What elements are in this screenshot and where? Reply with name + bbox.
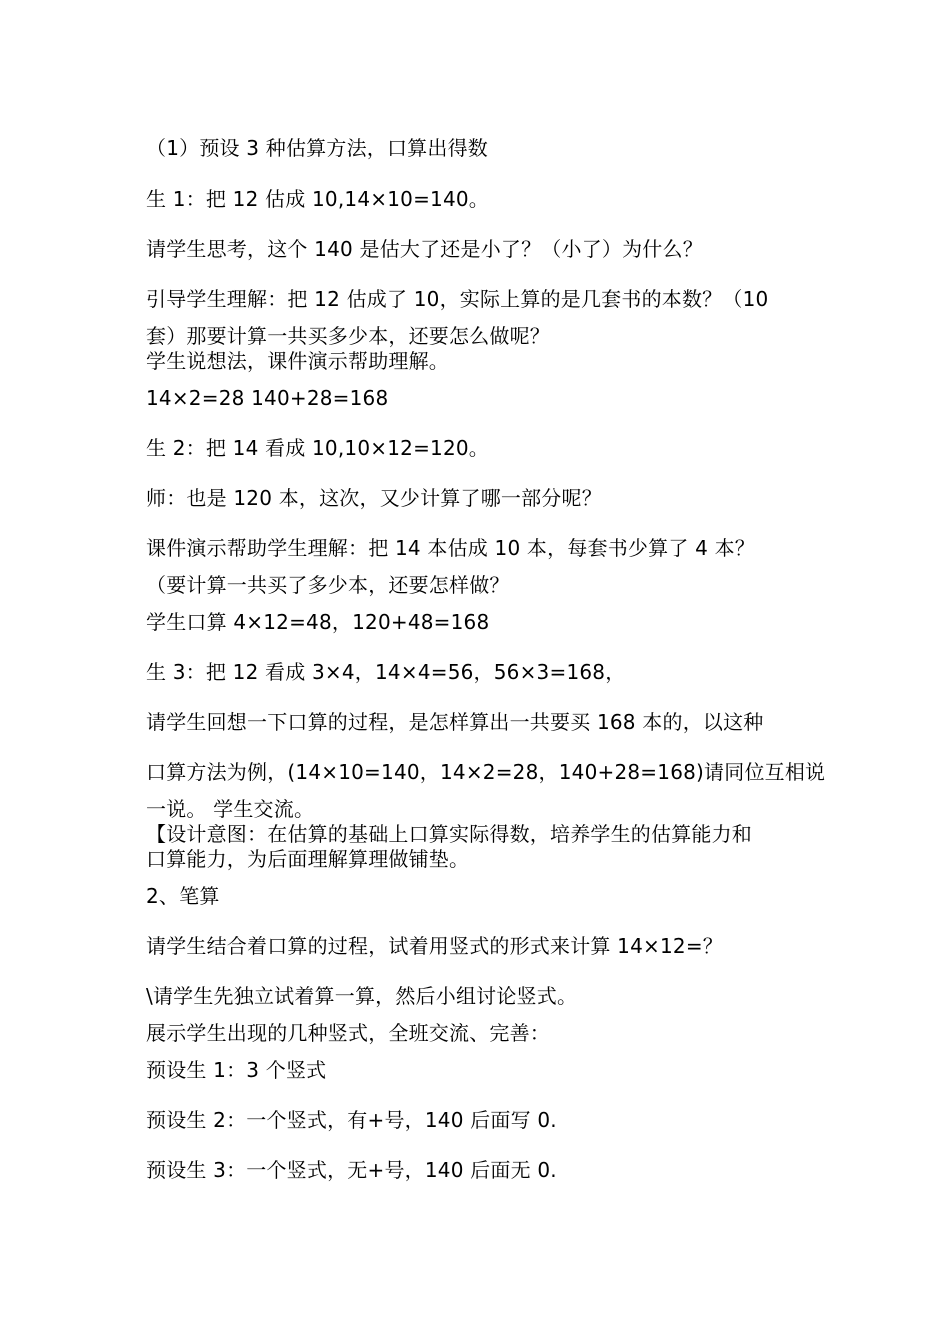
- text-line: 预设生 2：一个竖式，有+号，140 后面写 0.: [146, 1108, 557, 1132]
- text-line: 生 3：把 12 看成 3×4，14×4=56，56×3=168，: [146, 660, 626, 684]
- text-line: 14×2=28 140+28=168: [146, 386, 389, 410]
- text-line: 预设生 1：3 个竖式: [146, 1058, 327, 1082]
- text-line: \请学生先独立试着算一算，然后小组讨论竖式。: [146, 984, 578, 1008]
- text-line: 预设生 3：一个竖式，无+号，140 后面无 0.: [146, 1158, 557, 1182]
- text-line: 课件演示帮助学生理解：把 14 本估成 10 本，每套书少算了 4 本？: [146, 536, 755, 560]
- section-heading: 2、笔算: [146, 884, 220, 908]
- text-line: 学生口算 4×12=48，120+48=168: [146, 610, 490, 634]
- text-line: 请学生结合着口算的过程，试着用竖式的形式来计算 14×12=？: [146, 934, 723, 958]
- text-line: 请学生思考，这个 140 是估大了还是小了？（小了）为什么？: [146, 237, 703, 261]
- text-line: 师：也是 120 本，这次，又少计算了哪一部分呢？: [146, 486, 602, 510]
- text-line: 一说。 学生交流。: [146, 797, 315, 821]
- text-line: 口算能力，为后面理解算理做铺垫。: [146, 847, 470, 871]
- text-line: 展示学生出现的几种竖式，全班交流、完善：: [146, 1021, 550, 1045]
- text-line: 口算方法为例，(14×10=140，14×2=28，140+28=168)请同位互相说: [146, 760, 826, 784]
- text-line: 学生说想法，课件演示帮助理解。: [146, 349, 449, 373]
- text-line: 套）那要计算一共买多少本，还要怎么做呢？: [146, 324, 550, 348]
- text-line: 生 1：把 12 估成 10,14×10=140。: [146, 187, 489, 211]
- text-line: 请学生回想一下口算的过程，是怎样算出一共要买 168 本的，以这种: [146, 710, 764, 734]
- text-line: 【设计意图：在估算的基础上口算实际得数，培养学生的估算能力和: [146, 822, 752, 846]
- text-line: 引导学生理解：把 12 估成了 10，实际上算的是几套书的本数？（10: [146, 287, 769, 311]
- text-line: （要计算一共买了多少本，还要怎样做？: [146, 573, 510, 597]
- text-line: （1）预设 3 种估算方法，口算出得数: [146, 136, 488, 160]
- text-line: 生 2：把 14 看成 10,10×12=120。: [146, 436, 489, 460]
